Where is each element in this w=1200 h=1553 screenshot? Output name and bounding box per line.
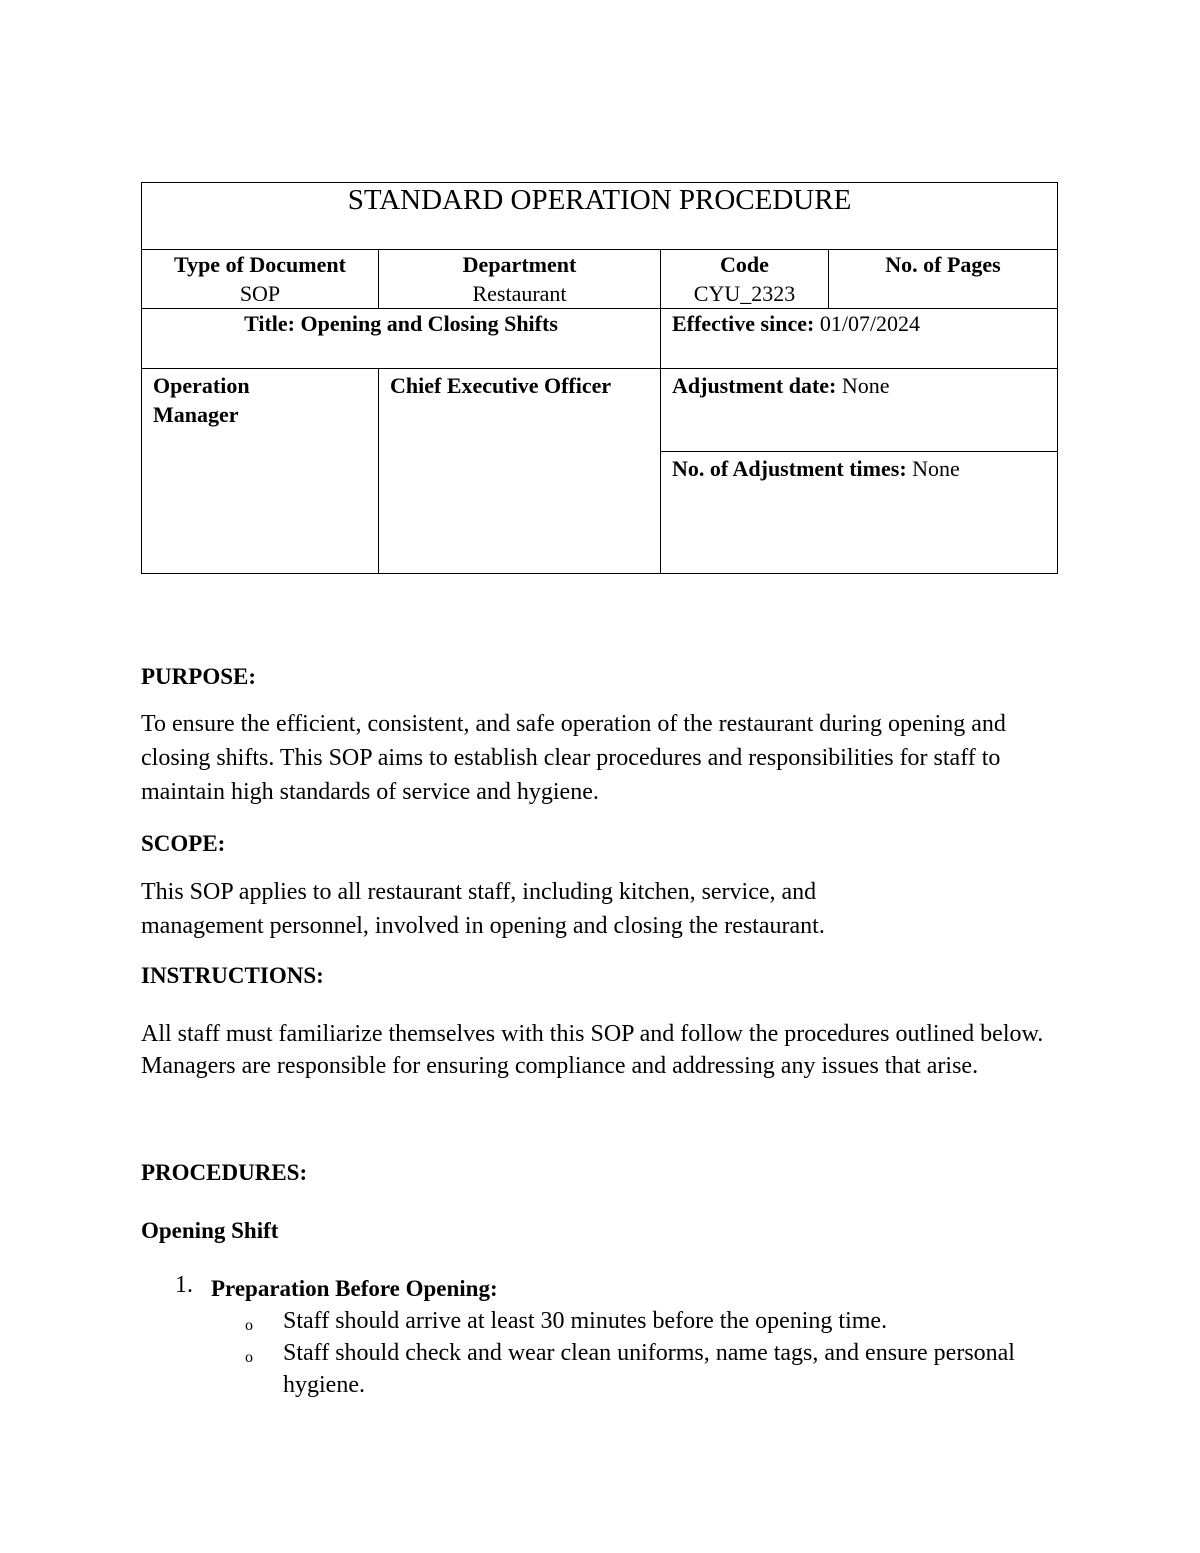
- list-item: [245, 1305, 1048, 1337]
- code-cell: [660, 249, 829, 309]
- circle-bullet-icon: o: [245, 1317, 253, 1334]
- adjustment-times-label: No. of Adjustment times:: [672, 456, 907, 481]
- adjustment-times-cell: [660, 451, 1058, 574]
- adjustment-date-value: None: [841, 373, 890, 398]
- adjustment-date-cell: [660, 368, 1058, 452]
- effective-since-value: 01/07/2024: [819, 311, 921, 336]
- code-value: CYU_2323: [693, 281, 796, 306]
- department-label: Department: [462, 252, 577, 277]
- sub-item-text: Staff should arrive at least 30 minutes before the opening time.: [283, 1308, 888, 1334]
- type-of-document-label: Type of Document: [174, 252, 346, 277]
- purpose-heading: PURPOSE:: [141, 664, 256, 689]
- department-value: Restaurant: [472, 281, 567, 306]
- circle-bullet-icon: o: [245, 1349, 253, 1366]
- ceo-label: Chief Executive Officer: [390, 373, 612, 398]
- sub-list: [245, 1305, 1048, 1401]
- no-of-pages-cell: [828, 249, 1058, 309]
- document-title-cell: Title: Opening and Closing Shifts: [141, 308, 661, 369]
- list-item-number: 1.: [175, 1272, 193, 1298]
- opening-shift-subheading: Opening Shift: [141, 1218, 279, 1243]
- sop-header-table: [141, 182, 1058, 574]
- effective-since-label: Effective since:: [672, 311, 815, 336]
- adjustment-times-value: None: [912, 456, 960, 481]
- type-of-document-cell: [141, 249, 379, 309]
- purpose-text: To ensure the efficient, consistent, and safe operation of the restaurant during opening and closing shifts. This SOP aims to establish clear procedures and responsibilities for staff to maintain high standards of service and hygiene.: [141, 711, 1006, 805]
- procedures-heading: PROCEDURES:: [141, 1160, 308, 1185]
- ceo-cell: [378, 368, 661, 574]
- effective-since-cell: [660, 308, 1058, 369]
- operation-manager-label: Operation Manager: [153, 373, 250, 427]
- scope-heading: SCOPE:: [141, 831, 226, 856]
- operation-manager-cell: [141, 368, 379, 574]
- list-item-title: Preparation Before Opening:: [211, 1276, 498, 1301]
- type-of-document-value: SOP: [239, 281, 281, 306]
- no-of-pages-label: No. of Pages: [885, 252, 1001, 277]
- sub-item-text: Staff should check and wear clean uniforms, name tags, and ensure personal hygiene.: [283, 1340, 1015, 1398]
- department-cell: [378, 249, 661, 309]
- instructions-heading: INSTRUCTIONS:: [141, 963, 324, 988]
- code-label: Code: [720, 252, 769, 277]
- table-title: STANDARD OPERATION PROCEDURE: [141, 182, 1058, 250]
- scope-text: This SOP applies to all restaurant staff, including kitchen, service, and management personnel, involved in opening and closing the restaurant.: [141, 879, 825, 939]
- list-item: [245, 1337, 1048, 1401]
- instructions-text: All staff must familiarize themselves with this SOP and follow the procedures outlined below. Managers are responsible for ensuring compliance and addressing any issues that arise.: [141, 1021, 1044, 1079]
- adjustment-date-label: Adjustment date:: [672, 373, 837, 398]
